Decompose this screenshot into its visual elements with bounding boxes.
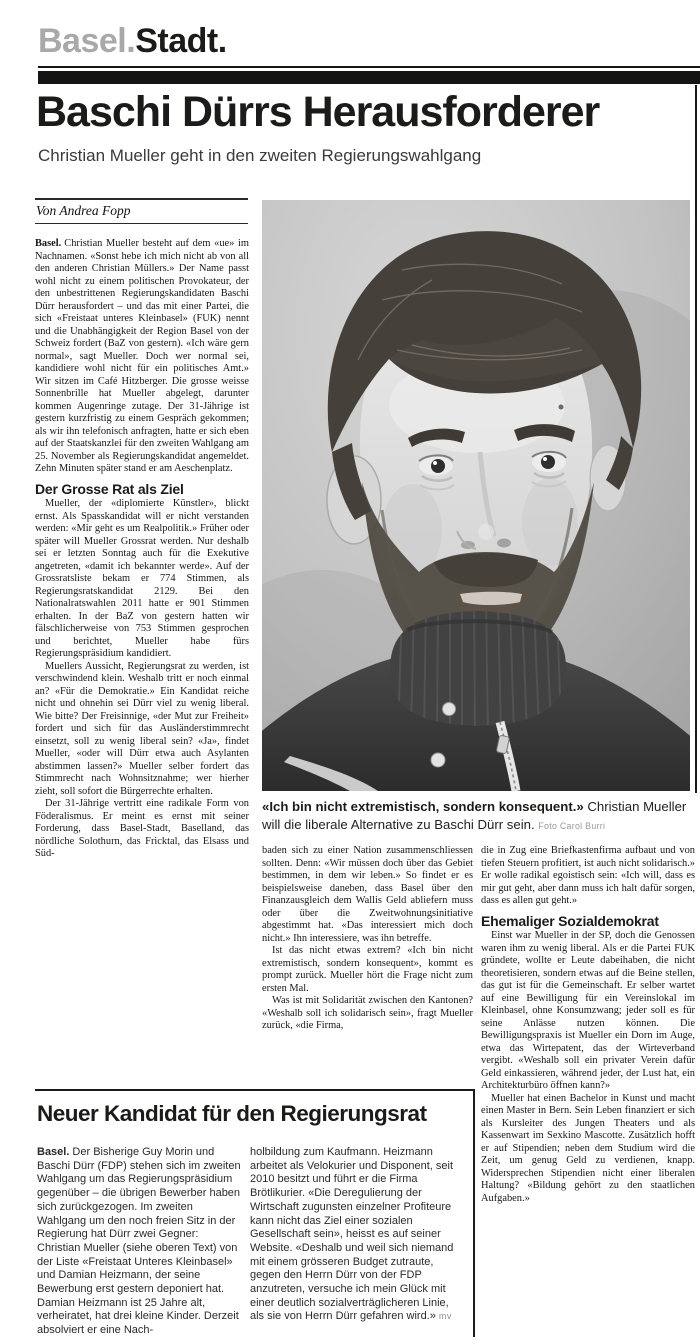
paragraph: die in Zug eine Briefkastenfirma aufbaut und von tiefen Steuern profitiert, ist auch nicht solidarisch.» Er wolle radikal egoistisch sein: «Ich will, dass es mir gut geht, aber dann muss ich halt dafür sorgen, dass es allen gut geht.» bbox=[481, 845, 695, 906]
masthead-basel: Basel. bbox=[38, 22, 136, 60]
main-article-column-3 bbox=[481, 845, 695, 1337]
paragraph: Was ist mit Solidarität zwischen den Kantonen? «Weshalb soll ich solidarisch sein», fragt Mueller zurück, «die Firma, bbox=[262, 995, 473, 1031]
main-article-column-1 bbox=[35, 238, 249, 1080]
main-article-column-2 bbox=[262, 845, 473, 1085]
byline-rule-bottom bbox=[35, 223, 248, 224]
lead-label: Basel. bbox=[37, 1146, 70, 1158]
second-article-top-rule bbox=[35, 1089, 475, 1091]
byline: Von Andrea Fopp bbox=[36, 203, 131, 218]
lead-label: Basel. bbox=[35, 238, 62, 249]
masthead-rule-thin bbox=[38, 66, 700, 68]
article-headline: Baschi Dürrs Herausforderer bbox=[36, 88, 600, 136]
column-subhead: Ehemaliger Sozialdemokrat bbox=[481, 912, 659, 929]
button bbox=[431, 753, 445, 767]
paragraph: baden sich zu einer Nation zusammenschliessen sollten. Denn: «Wir müssen doch über das Gebiet bestimmen, in dem wir leben.» So findet er es beispielsweise daneben, dass Basel über den Finanzausgleich dem Wallis Geld abliefern muss oder über die Zweitwohnungsinitiative abgestimmt hat. «Das interessiert mich doch nicht.» Ihn interessiere, was ihn betreffe. bbox=[262, 845, 473, 944]
paragraph: Ist das nicht etwas extrem? «Ich bin nicht extremistisch, sondern konsequent», kommt es prompt zurück. Mueller hört die Frage nicht zum ersten Mal. bbox=[262, 945, 473, 994]
paragraph: Mueller hat einen Bachelor in Kunst und macht einen Master in Bern. Sein Leben finanziert er sich als Kursleiter des Jungen Theaters und als Kassenwart im Sexkino Mascotte. Zusätzlich hofft er auf Stipendien; neben dem Studium wird die Zeit, um genug Geld zu verdienen, knapp. Widersprechen Stipendien nicht einer liberalen Haltung? «Bildung gehört zu den staatlichen Aufgaben.» bbox=[481, 1092, 695, 1204]
page-edge-rule bbox=[695, 85, 697, 793]
byline-block bbox=[35, 198, 248, 224]
paragraph: Der 31-Jährige vertritt eine radikale Form von Föderalismus. Er meint es ernst mit seiner Forderung, dass Basel-Stadt, Baselland, das nördliche Solothurn, das Fricktal, das Elsass und Süd- bbox=[35, 798, 249, 859]
caption-text: Christian Mueller will die liberale Alternative zu Baschi Dürr sein. bbox=[262, 799, 687, 832]
caption-quote: «Ich bin nicht extremistisch, sondern konsequent.» bbox=[262, 799, 584, 814]
button bbox=[443, 703, 456, 716]
author-initials: mv bbox=[438, 1311, 452, 1322]
section-masthead bbox=[38, 22, 227, 61]
article-subheadline: Christian Mueller geht in den zweiten Regierungswahlgang bbox=[38, 146, 482, 165]
masthead-stadt: Stadt. bbox=[135, 22, 227, 60]
photo-caption bbox=[262, 798, 696, 835]
paragraph: Muellers Aussicht, Regierungsrat zu werden, ist verschwindend klein. Weshalb tritt er noch einmal an? «Für die Demokratie.» Ein Kandidat reiche nicht und ohnehin sei Dürr viel zu wenig liberal. Wie bitte? Der Freisinnige, «der Mut zur Freiheit» fordert und sich für das Ausländerstimmrecht einsetzt, soll zu wenig liberal sein? «Ja», findet Mueller, «oder will Dürr etwa auch Asylanten abstimmen lassen?» Mueller selber fordert das Stimmrecht nach Wohnsitznahme; wer hierher zieht, soll sofort die Bürgerrechte erhalten. bbox=[35, 660, 249, 797]
caption-credit: Foto Carol Burri bbox=[538, 820, 606, 831]
second-article-title: Neuer Kandidat für den Regierungsrat bbox=[37, 1101, 427, 1126]
paragraph: Mueller, der «diplomierte Künstler», blickt ernst. Als Spasskandidat will er nicht verstanden werden: «Mir geht es um Realpolitik.» Früher oder später will Mueller Grossrat werden. Nur deshalb sei er letzten Sonntag auch für die Exekutive angetreten, «damit ich bekannter werde». Auf der Grossratsliste bekam er 774 Stimmen, als Regierungsratskandidat 2129. Bei den Nationalratswahlen 2011 hatte er 901 Stimmen erhalten. In der BaZ von gestern hatten wir fälschlicherweise von 753 Stimmen gesprochen und berichtet, Mueller habe fürs Regierungspräsidium kandidiert. bbox=[35, 498, 249, 659]
masthead-rule-thick bbox=[38, 71, 700, 84]
mole bbox=[559, 405, 564, 410]
portrait-photo bbox=[262, 200, 690, 791]
second-article-side-rule bbox=[473, 1089, 475, 1337]
paragraph: Einst war Mueller in der SP, doch die Genossen waren ihm zu wenig liberal. Als er die Partei FUK gründete, wollte er Leute dabeihaben, die nicht theoretisieren, sondern etwas auf die Beine stellen, das gut ist für die Gemeinschaft. Er selber wartet auf eine Bewilligung für ein Vereinslokal im Kleinbasel, ohne Konsumzwang; jeder soll es für seine Anlässe nutzen können. Die Bewilligungspraxis ist Mueller ein Dorn im Auge, etwa das Wirtepatent, das der Wirteverband vergibt. «Weshalb soll ein privater Verein dafür Geld einkassieren, während jeder, der Lust hat, ein Architekturbüro öffnen kann?» bbox=[481, 930, 695, 1091]
second-article-column-2: holbildung zum Kaufmann. Heizmann arbeitet als Velokurier und Disponent, seit 2010 besitzt und führt er die Firma Brötlikurier. «Die Deregulierung der Wirtschaft zugunsten einzelner Profiteure kann nicht das Ziel einer sozialen Gesellschaft sein», heisst es auf seiner Website. «Deshalb und weil sich niemand mit einem grösseren Budget zutraute, gegen den Herrn Dürr von der FDP anzutreten, versuche ich mein Glück mit einer deutlich sozialverträglicheren Linie, als sie von Herrn Dürr gefahren wird.» mv bbox=[250, 1146, 454, 1323]
second-article-column-1: Basel. Der Bisherige Guy Morin und Baschi Dürr (FDP) stehen sich im zweiten Wahlgang um das Regierungspräsidium gegenüber – die übrigen Bewerber haben sich zurückgezogen. Im zweiten Wahlgang um den noch freien Sitz in der Regierung hat Dürr zwei Gegner: Christian Mueller (siehe oberen Text) von der Liste «Freistaat Unteres Kleinbasel» und Damian Heizmann, der seine Bewerbung erst gestern deponiert hat. Damian Heizmann ist 25 Jahre alt, verheiratet, hat drei kleine Kinder. Derzeit absolviert er eine Nach- bbox=[37, 1146, 241, 1337]
column-subhead: Der Grosse Rat als Ziel bbox=[35, 480, 184, 497]
paragraph: Basel. Christian Mueller besteht auf dem «ue» im Nachnamen. «Sonst hebe ich mich nicht ab von all den anderen Christian Müllers.» Der Name passt wohl nicht zu einem politischen Provokateur, der den unbestrittenen Regierungskandidaten Baschi Dürr herausfordert – und das mit einer Partei, die sich «Freistaat unteres Kleinbasel» (FUK) nennt und die Unabhängigkeit der Region Basel von der Schweiz fordert (BaZ von gestern). «Ich wäre gern normal», sagt Mueller. Doch wer normal sei, kandidiere wohl nicht für ein politisches Amt.» Wir sitzen im Café Hitzberger. Die grosse weisse Sonnenbrille hat Mueller abgelegt, darunter kommen Augenringe zutage. Der 31-Jährige ist gestern kurzfristig zu einem Gespräch gekommen; als wir ihn telefonisch anfragten, hatte er sich eben auf der Staatskanzlei für den zweiten Wahlgang am 25. November als Regierungskandidat angemeldet. Zehn Minuten später stand er am Aeschenplatz. bbox=[35, 238, 249, 474]
